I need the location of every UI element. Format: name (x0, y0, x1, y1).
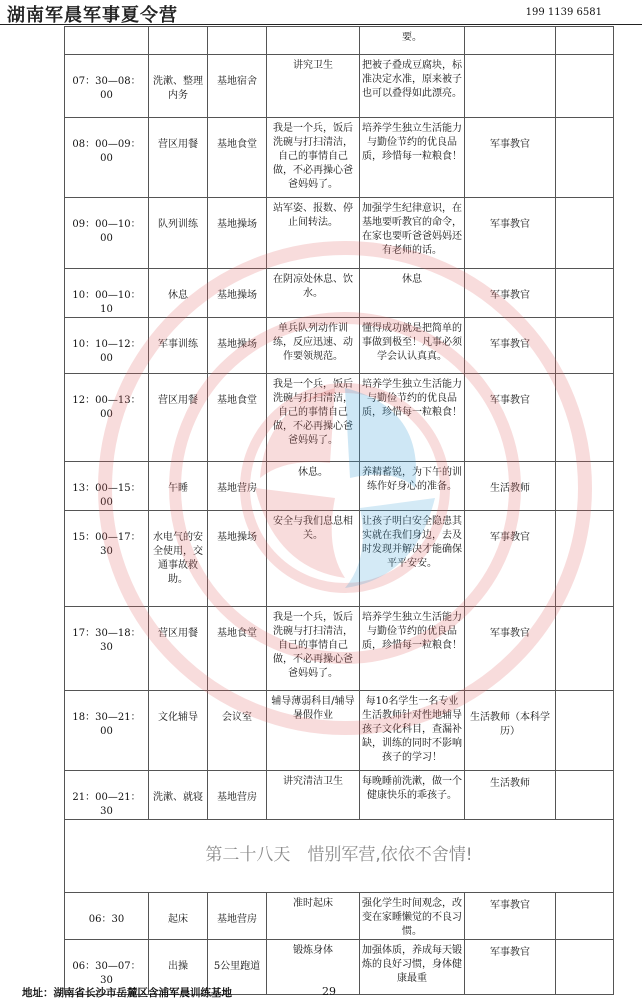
goal-cell: 让孩子明白安全隐患其实就在我们身边，去及时发现并解决才能确保平平安安。 (360, 511, 465, 607)
staff-cell: 军事教官 (465, 269, 556, 318)
activity-cell: 水电气的安全使用，交通事故救助。 (149, 511, 208, 607)
content-cell: 讲究卫生 (267, 55, 360, 118)
table-row (65, 198, 614, 269)
table-row (65, 27, 614, 55)
activity-cell: 营区用餐 (149, 374, 208, 462)
phone-number: 199 1139 6581 (525, 7, 602, 18)
time-cell: 12：00—13：00 (65, 374, 149, 462)
content-cell: 我是一个兵，饭后洗碗与打扫清洁，自己的事情自己做，不必再操心爸爸妈妈了。 (267, 118, 360, 198)
activity-cell: 起床 (149, 893, 208, 940)
day-banner: 第二十八天 惜别军营,依依不舍情! (205, 844, 473, 865)
location-cell: 会议室 (208, 691, 267, 771)
time-cell: 06：30—07：30 (65, 940, 149, 995)
time-cell: 10：10—12：00 (65, 318, 149, 374)
activity-cell: 出操 (149, 940, 208, 995)
staff-cell: 军事教官 (465, 318, 556, 374)
content-cell: 我是一个兵，饭后洗碗与打扫清洁，自己的事情自己做，不必再操心爸爸妈妈了。 (267, 607, 360, 691)
goal-cell: 休息 (360, 269, 465, 318)
location-cell: 基地营房 (208, 893, 267, 940)
time-cell: 07：30—08：00 (65, 55, 149, 118)
table-row (65, 118, 614, 198)
activity-cell: 洗漱、整理内务 (149, 55, 208, 118)
table-row (65, 462, 614, 511)
table-row (65, 771, 614, 820)
time-cell: 13：00—15：00 (65, 462, 149, 511)
location-cell: 基地宿舍 (208, 55, 267, 118)
activity-cell: 营区用餐 (149, 118, 208, 198)
table-row (65, 691, 614, 771)
content-cell: 讲究清洁卫生 (267, 771, 360, 820)
content-cell: 站军姿、报数、停止间转法。 (267, 198, 360, 269)
goal-cell: 每晚睡前洗漱，做一个健康快乐的乖孩子。 (360, 771, 465, 820)
time-cell: 06：30 (65, 893, 149, 940)
schedule-table (64, 26, 614, 995)
activity-cell: 文化辅导 (149, 691, 208, 771)
time-cell: 10：00—10：10 (65, 269, 149, 318)
staff-cell: 军事教官 (465, 893, 556, 940)
goal-cell: 强化学生时间观念，改变在家睡懒觉的不良习惯。 (360, 893, 465, 940)
staff-cell: 生活教师（本科学历） (465, 691, 556, 771)
table-row (65, 55, 614, 118)
goal-cell: 要。 (360, 27, 465, 55)
activity-cell: 休息 (149, 269, 208, 318)
activity-cell: 营区用餐 (149, 607, 208, 691)
table-row (65, 511, 614, 607)
goal-cell: 培养学生独立生活能力与勤俭节约的优良品质，珍惜每一粒粮食！ (360, 118, 465, 198)
activity-cell: 午睡 (149, 462, 208, 511)
time-cell: 21：00—21：30 (65, 771, 149, 820)
brand-title: 湖南军晨军事夏令营 (7, 5, 178, 26)
staff-cell: 军事教官 (465, 940, 556, 995)
activity-cell: 军事训练 (149, 318, 208, 374)
time-cell: 18：30—21：00 (65, 691, 149, 771)
location-cell: 基地食堂 (208, 118, 267, 198)
staff-cell: 生活教师 (465, 462, 556, 511)
staff-cell: 军事教官 (465, 607, 556, 691)
time-cell: 15：00—17：30 (65, 511, 149, 607)
table-row (65, 269, 614, 318)
goal-cell: 培养学生独立生活能力与勤俭节约的优良品质，珍惜每一粒粮食！ (360, 607, 465, 691)
header-rule (0, 24, 642, 25)
location-cell: 基地营房 (208, 462, 267, 511)
day-banner-row (65, 820, 614, 893)
table-row (65, 607, 614, 691)
footer-address: 地址：湖南省长沙市岳麓区含浦军晨训练基地 (22, 987, 232, 999)
table-row (65, 318, 614, 374)
page-header (0, 0, 642, 26)
staff-cell: 军事教官 (465, 374, 556, 462)
location-cell: 基地操场 (208, 318, 267, 374)
location-cell: 基地食堂 (208, 374, 267, 462)
content-cell: 休息。 (267, 462, 360, 511)
content-cell: 在阴凉处休息、饮水。 (267, 269, 360, 318)
content-cell: 辅导薄弱科目/辅导暑假作业 (267, 691, 360, 771)
content-cell: 我是一个兵，饭后洗碗与打扫清洁，自己的事情自己做，不必再操心爸爸妈妈了。 (267, 374, 360, 462)
table-row (65, 893, 614, 940)
location-cell: 基地操场 (208, 269, 267, 318)
location-cell: 基地食堂 (208, 607, 267, 691)
goal-cell: 培养学生独立生活能力与勤俭节约的优良品质，珍惜每一粒粮食！ (360, 374, 465, 462)
time-cell: 08：00—09：00 (65, 118, 149, 198)
goal-cell: 把被子叠成豆腐块，标准决定水准，原来被子也可以叠得如此漂亮。 (360, 55, 465, 118)
location-cell: 基地操场 (208, 198, 267, 269)
location-cell: 基地操场 (208, 511, 267, 607)
goal-cell: 养精蓄锐，为下午的训练作好身心的准备。 (360, 462, 465, 511)
time-cell: 17：30—18：30 (65, 607, 149, 691)
staff-cell: 军事教官 (465, 118, 556, 198)
page-number: 29 (322, 985, 336, 998)
content-cell: 准时起床 (267, 893, 360, 940)
content-cell: 单兵队列动作训练，反应迅速、动作要领规范。 (267, 318, 360, 374)
goal-cell: 懂得成功就是把简单的事做到极至！凡事必须学会认认真真。 (360, 318, 465, 374)
goal-cell: 加强学生纪律意识，在基地要听教官的命令，在家也要听爸爸妈妈还有老师的话。 (360, 198, 465, 269)
goal-cell: 每10名学生一名专业生活教师针对性地辅导孩子文化科目，查漏补缺，训练的同时不影响孩子的学习！ (360, 691, 465, 771)
content-cell: 安全与我们息息相关。 (267, 511, 360, 607)
location-cell: 5公里跑道 (208, 940, 267, 995)
staff-cell: 军事教官 (465, 511, 556, 607)
activity-cell: 队列训练 (149, 198, 208, 269)
time-cell: 09：00—10：00 (65, 198, 149, 269)
content-cell: 锻炼身体 (267, 940, 360, 995)
goal-cell: 加强体质，养成每天锻炼的良好习惯，身体健康最重 (360, 940, 465, 995)
table-row (65, 374, 614, 462)
staff-cell: 军事教官 (465, 198, 556, 269)
staff-cell (465, 55, 556, 118)
staff-cell: 生活教师 (465, 771, 556, 820)
location-cell: 基地营房 (208, 771, 267, 820)
activity-cell: 洗漱、就寝 (149, 771, 208, 820)
